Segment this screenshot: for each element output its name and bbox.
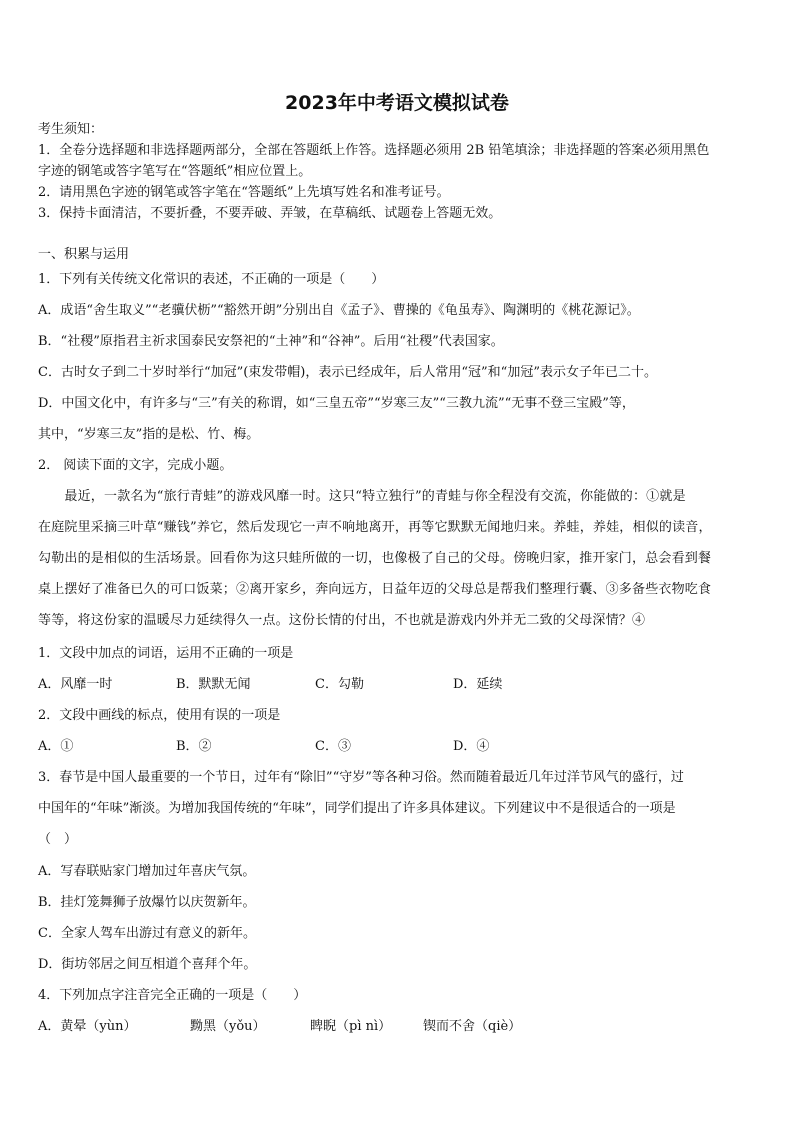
page-title: 2023年中考语文模拟试卷	[285, 92, 509, 114]
notice-line-4: 3．保持卡面清洁，不要折叠，不要弄破、弄皱，在草稿纸、试题卷上答题无效。	[38, 206, 502, 221]
q3-option-b: B．挂灯笼舞狮子放爆竹以庆贺新年。	[38, 895, 256, 910]
q2-sub2-option-c: C．③	[315, 739, 351, 754]
q2-sub1-option-b: B．默默无闻	[176, 677, 251, 692]
q3-stem-line1: 3．春节是中国人最重要的一个节日，过年有“除旧”“守岁”等各种习俗。然而随着最近几年过洋节风气的盛行，过	[38, 770, 684, 785]
q2-sub2-option-b: B．②	[176, 739, 212, 754]
notice-line-1: 1．全卷分选择题和非选择题两部分，全部在答题纸上作答。选择题必须用 2B 铅笔填涂；非选择题的答案必须用黑色	[38, 143, 710, 158]
notice-line-2: 字迹的钢笔或答字笔写在“答题纸”相应位置上。	[38, 164, 312, 179]
section-heading: 一、积累与运用	[38, 247, 130, 262]
q4-stem: 4．下列加点字注音完全正确的一项是（ ）	[38, 988, 307, 1003]
q2-passage-line-1: 最近，一款名为“旅行青蛙”的游戏风靡一时。这只“特立独行”的青蛙与你全程没有交流，你能做的：①就是	[38, 489, 686, 504]
q4-option-c: 睥睨（pì nì）	[310, 1019, 392, 1034]
q1-option-b: B．“社稷”原指君主祈求国泰民安祭祀的“土神”和“谷神”。后用“社稷”代表国家。	[38, 334, 504, 349]
q2-passage-line-4: 桌上摆好了准备已久的可口饭菜；②离开家乡，奔向远方，日益年迈的父母总是帮我们整理行囊、③多备些衣物吃食	[38, 582, 712, 597]
notice-line-3: 2．请用黑色字迹的钢笔或答字笔在“答题纸”上先填写姓名和准考证号。	[38, 185, 450, 200]
q2-sub1-stem: 1．文段中加点的词语，运用不正确的一项是	[38, 646, 294, 661]
q4-option-d: 锲而不舍（qiè）	[423, 1019, 522, 1034]
q2-sub2-option-d: D．④	[453, 739, 490, 754]
q4-option-a: A．黄晕（yùn）	[38, 1019, 137, 1034]
q4-option-b: 黝黑（yǒu）	[190, 1019, 266, 1034]
q1-option-c: C．古时女子到二十岁时举行“加冠”(束发带帽)，表示已经成年，后人常用“冠”和“加冠”表示女子年已二十。	[38, 365, 657, 380]
q2-passage-line-2: 在庭院里采摘三叶草“赚钱”养它，然后发现它一声不响地离开，再等它默默无闻地归来。养蛙，养娃，相似的读音，	[38, 520, 712, 535]
q3-option-a: A．写春联贴家门增加过年喜庆气氛。	[38, 864, 256, 879]
q3-stem-line2: 中国年的“年味”渐淡。为增加我国传统的“年味”，同学们提出了许多具体建议。下列建议中不是很适合的一项是	[38, 801, 676, 816]
q2-sub1-option-d: D．延续	[453, 677, 503, 692]
q2-sub1-option-a: A．风靡一时	[38, 677, 113, 692]
notice-heading: 考生须知：	[38, 122, 104, 137]
q2-sub1-option-c: C．勾勒	[315, 677, 364, 692]
q2-passage-line-3: 勾勒出的是相似的生活场景。回看你为这只蛙所做的一切，也像极了自己的父母。傍晚归家，推开家门，总会看到餐	[38, 551, 712, 566]
q3-option-c: C．全家人驾车出游过有意义的新年。	[38, 926, 256, 941]
q3-option-d: D．街坊邻居之间互相道个喜拜个年。	[38, 957, 257, 972]
q2-sub2-option-a: A．①	[38, 739, 74, 754]
q1-option-d-line2: 其中，“岁寒三友”指的是松、竹、梅。	[38, 427, 260, 442]
q1-option-d-line1: D．中国文化中，有许多与“三”有关的称谓，如“三皇五帝”“岁寒三友”“三教九流”“无事不登三宝殿”等，	[38, 396, 635, 411]
q2-passage-line-5: 等等，将这份家的温暖尽力延续得久一点。这份长情的付出，不也就是游戏内外并无二致的父母深情？④	[38, 613, 646, 628]
q3-stem-line3: （ ）	[38, 832, 78, 847]
q1-option-a: A．成语“舍生取义”“老骥伏枥”“豁然开朗”分别出自《孟子》、曹操的《龟虽寿》、陶渊明的《桃花源记》。	[38, 303, 640, 318]
q2-sub2-stem: 2．文段中画线的标点，使用有误的一项是	[38, 708, 281, 723]
q1-stem: 1．下列有关传统文化常识的表述，不正确的一项是（ ）	[38, 272, 385, 287]
q2-stem: 2． 阅读下面的文字，完成小题。	[38, 458, 233, 473]
